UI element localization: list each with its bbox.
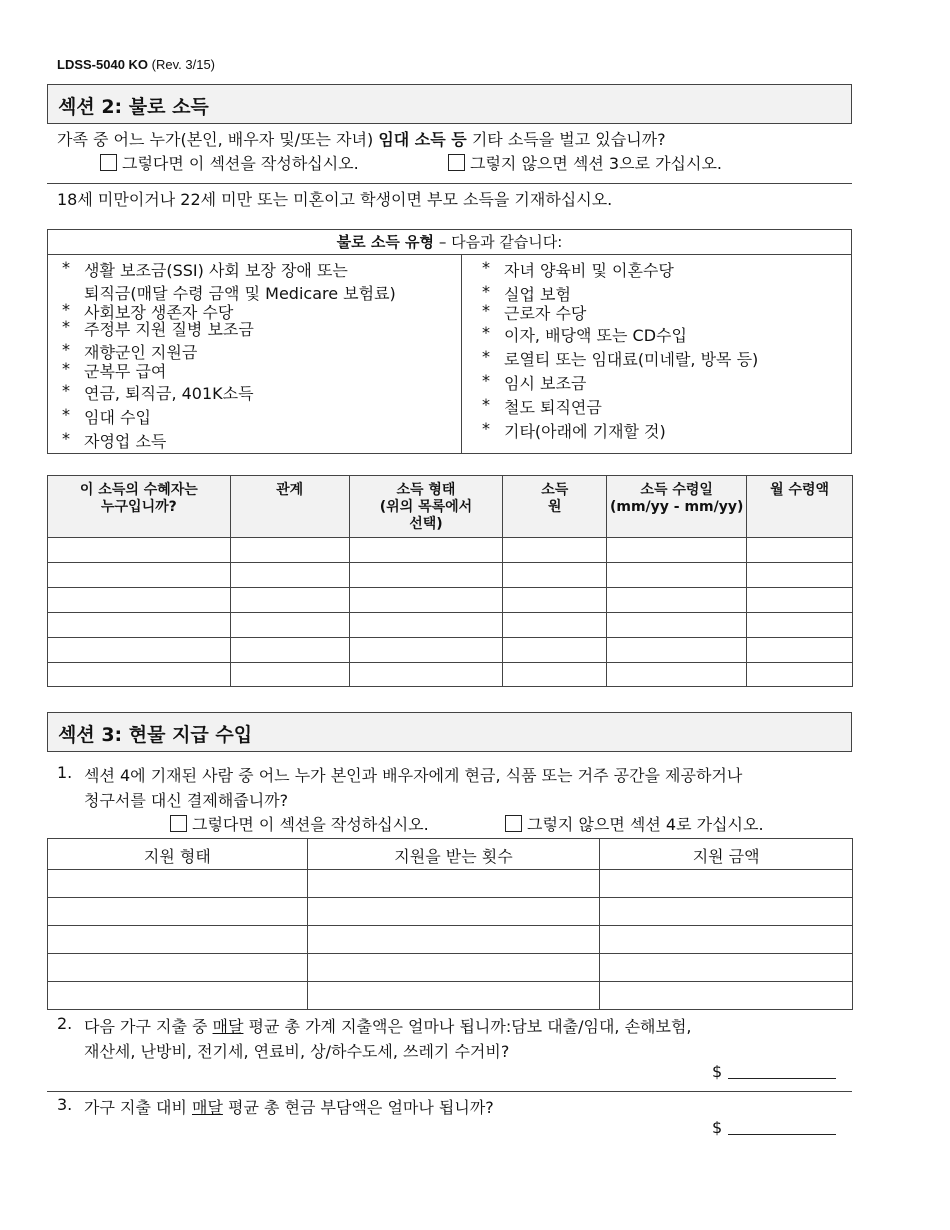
section2-title: 섹션 2: 불로 소득 [47,84,852,124]
support-table [47,838,853,1010]
table-cell[interactable] [747,563,853,588]
table-cell[interactable] [607,638,747,663]
table-row [48,982,853,1010]
table-cell[interactable] [607,588,747,613]
col-header-support-amount: 지원 금액 [600,839,853,870]
table-cell[interactable] [503,613,607,638]
table-cell[interactable] [747,638,853,663]
table-cell[interactable] [307,954,600,982]
table-cell[interactable] [48,870,308,898]
table-cell[interactable] [230,588,349,613]
q2-line1 [84,1014,692,1037]
table-cell[interactable] [307,870,600,898]
form-id [57,57,215,72]
col-header-monthly-amount: 월 수령액 [747,476,853,538]
income-types-title-rest: – 다음과 같습니다: [434,233,563,251]
table-cell[interactable] [48,954,308,982]
q2-post: 평균 총 가계 지출액은 얼마나 됩니까:담보 대출/임대, 손해보험, [243,1017,692,1036]
table-row [48,638,853,663]
table-cell[interactable] [307,898,600,926]
col-header-support-frequency: 지원을 받는 횟수 [307,839,600,870]
form-code: LDSS-5040 KO [57,57,149,72]
col-header-income-type: 소득 형태 (위의 목록에서 선택) [349,476,503,538]
section3-no-option[interactable] [505,812,764,835]
table-cell[interactable] [349,663,503,687]
section3-yes-option[interactable] [170,812,429,835]
dollar-sign: $ [712,1118,723,1137]
table-cell[interactable] [503,563,607,588]
table-cell[interactable] [600,898,853,926]
section2-yes-checkbox[interactable] [100,154,117,171]
table-cell[interactable] [349,588,503,613]
table-cell[interactable] [48,926,308,954]
table-cell[interactable] [48,538,231,563]
table-cell[interactable] [48,563,231,588]
table-row [48,898,853,926]
section3-title: 섹션 3: 현물 지급 수입 [47,712,852,752]
table-row [48,613,853,638]
q3-line [84,1095,494,1118]
table-cell[interactable] [48,613,231,638]
table-row [48,954,853,982]
table-cell[interactable] [230,538,349,563]
q3-post: 평균 총 현금 부담액은 얼마나 됩니까? [222,1098,494,1117]
section2-no-option[interactable] [448,151,722,174]
section2-question-pre: 가족 중 어느 누가(본인, 배우자 및/또는 자녀) [57,130,379,149]
divider [47,1091,852,1092]
table-row [48,563,853,588]
q2-line2: 재산세, 난방비, 전기세, 연료비, 상/하수도세, 쓰레기 수거비? [84,1042,510,1061]
table-cell[interactable] [48,898,308,926]
section2-question-bold: 임대 소득 등 [378,130,467,149]
q1-line2: 청구서를 대신 결제해줍니까? [84,791,289,810]
q3-amount-field[interactable] [712,1118,836,1137]
section3-no-label: 그렇지 않으면 섹션 4로 가십시오. [527,815,764,834]
q2-amount-field[interactable] [712,1062,836,1081]
income-types-box: 불로 소득 유형 – 다음과 같습니다: * 생활 보조금(SSI) 사회 보장 장애 또는 퇴직금(매달 수령 금액 및 Medicare 보험료) * 사회보장 생존자 수당 * 주정부 지원 질병 보조금 * 재향군인 지원금 * 군복무 급여 * 연금, 퇴직금, 401K소득 * 임대 수입 * 자영업 소득 * 자녀 양육비 및 이혼수당 * 실업 보험 * 근로자 수당 * 이자, 배당액 또는 CD수입 * 로열티 또는 임대료(미네랄, 방목 등) * 임시 보조금 * 철도 퇴직연금 * 기타(아래에 기재할 것) [47,229,852,454]
table-row [48,926,853,954]
table-cell[interactable] [747,538,853,563]
table-cell[interactable] [307,982,600,1010]
table-cell[interactable] [600,982,853,1010]
section2-yes-label: 그렇다면 이 섹션을 작성하십시오. [122,154,359,173]
table-row [48,538,853,563]
q1-number: 1. [57,763,73,782]
table-row [48,588,853,613]
table-cell[interactable] [307,926,600,954]
section2-question-post: 기타 소득을 벌고 있습니까? [466,130,666,149]
col-header-relationship: 관계 [230,476,349,538]
table-cell[interactable] [607,663,747,687]
table-cell[interactable] [607,563,747,588]
table-cell[interactable] [600,926,853,954]
table-cell[interactable] [48,663,231,687]
q2-monthly: 매달 [212,1017,244,1036]
section2-no-checkbox[interactable] [448,154,465,171]
table-cell[interactable] [747,613,853,638]
table-cell[interactable] [230,638,349,663]
table-cell[interactable] [747,588,853,613]
divider [47,183,852,184]
table-row [48,870,853,898]
section2-question [57,127,666,150]
table-cell[interactable] [349,638,503,663]
income-types-divider [461,255,462,453]
q3-amount-line[interactable] [728,1120,836,1135]
col-header-income-source: 소득 원 [503,476,607,538]
table-row [48,663,853,687]
section2-yes-option[interactable] [100,151,359,174]
table-cell[interactable] [349,563,503,588]
q2-amount-line[interactable] [728,1064,836,1079]
table-cell[interactable] [503,538,607,563]
q3-pre: 가구 지출 대비 [84,1098,192,1117]
section3-yes-label: 그렇다면 이 섹션을 작성하십시오. [192,815,429,834]
section3-no-checkbox[interactable] [505,815,522,832]
section3-yes-checkbox[interactable] [170,815,187,832]
form-rev: (Rev. 3/15) [151,57,216,72]
table-cell[interactable] [349,538,503,563]
income-types-title-bold: 불로 소득 유형 [336,233,435,251]
table-cell[interactable] [230,663,349,687]
col-header-recipient: 이 소득의 수혜자는 누구입니까? [48,476,231,538]
table-cell[interactable] [230,563,349,588]
income-types-title [48,230,851,255]
table-cell[interactable] [503,638,607,663]
table-cell[interactable] [600,954,853,982]
q2-number: 2. [57,1014,73,1033]
q3-monthly: 매달 [192,1098,223,1117]
table-cell[interactable] [607,613,747,638]
col-header-receipt-date: 소득 수령일 (mm/yy - mm/yy) [607,476,747,538]
parent-income-note: 18세 미만이거나 22세 미만 또는 미혼이고 학생이면 부모 소득을 기재하십시오. [57,190,613,209]
table-cell[interactable] [747,663,853,687]
dollar-sign: $ [712,1062,723,1081]
q3-number: 3. [57,1095,73,1114]
table-cell[interactable] [230,613,349,638]
table-cell[interactable] [600,870,853,898]
income-table [47,475,853,687]
table-cell[interactable] [48,982,308,1010]
table-cell[interactable] [349,613,503,638]
col-header-support-type: 지원 형태 [48,839,308,870]
table-cell[interactable] [48,588,231,613]
q2-pre: 다음 가구 지출 중 [84,1017,213,1036]
table-cell[interactable] [503,588,607,613]
q1-line1: 섹션 4에 기재된 사람 중 어느 누가 본인과 배우자에게 현금, 식품 또는 거주 공간을 제공하거나 [84,766,743,785]
section2-no-label: 그렇지 않으면 섹션 3으로 가십시오. [470,154,722,173]
table-cell[interactable] [48,638,231,663]
table-cell[interactable] [503,663,607,687]
table-cell[interactable] [607,538,747,563]
